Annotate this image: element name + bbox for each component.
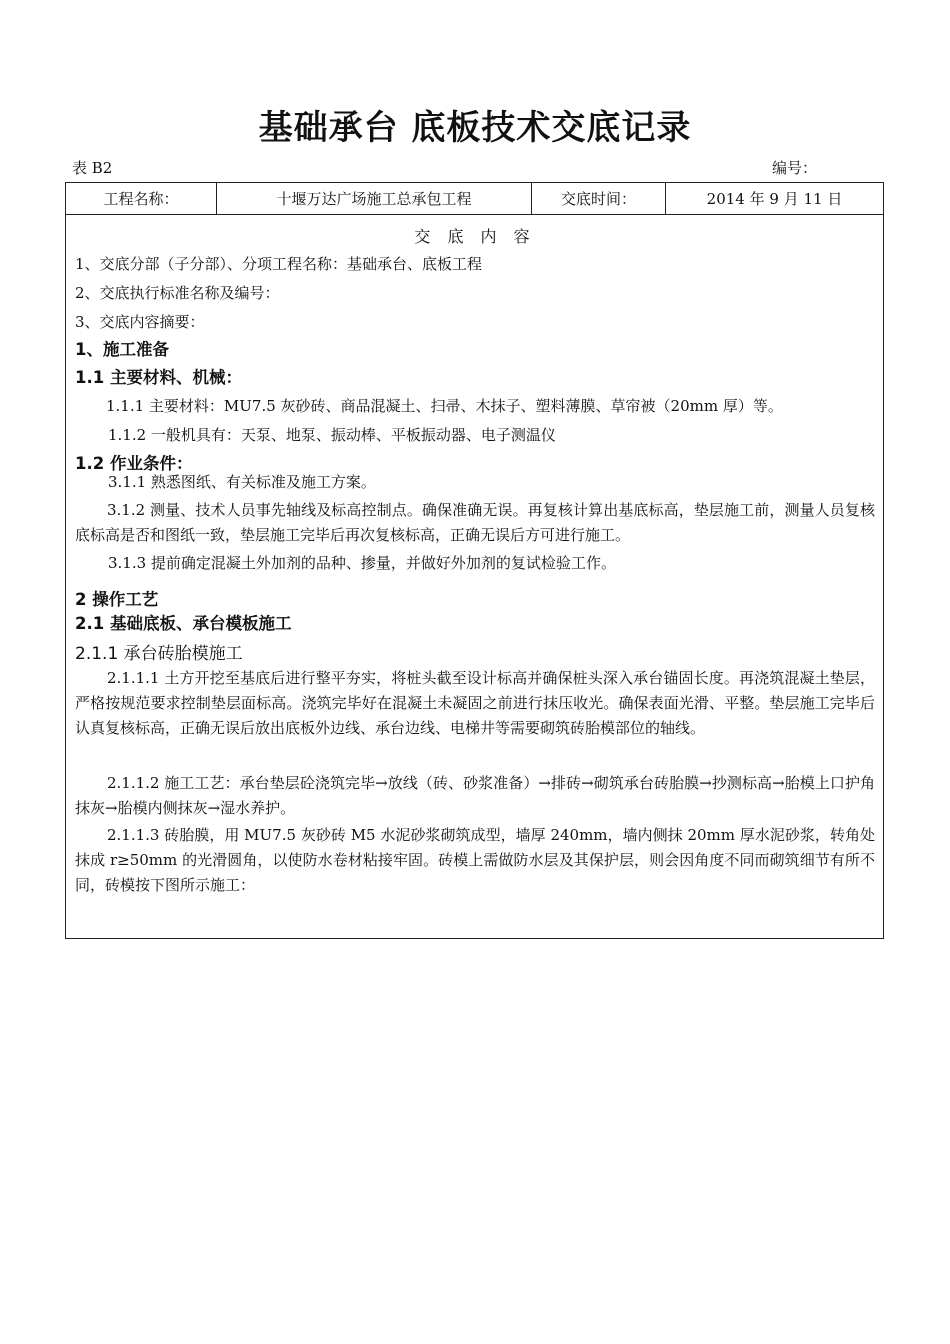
table-code: 表 B2 [72, 159, 113, 177]
para-2-1-1-1: 2.1.1.1 土方开挖至基底后进行整平夯实，将桩头截至设计标高并确保桩头深入承台锚固长度。再浇筑混凝土垫层，严格按规范要求控制垫层面标高。浇筑完毕好在混凝土未凝固之前进行抹压收光。确保表面光滑、平整。垫层施工完毕后认真复核标高，正确无误后放出底板外边线、承台边线、电梯井等需要砌筑砖胎模部位的轴线。 [75, 669, 875, 737]
number-label: 编号： [772, 159, 818, 177]
heading-2-1: 2.1 基础底板、承台模板施工 [75, 614, 292, 633]
project-label: 工程名称： [66, 183, 217, 214]
para-3-1-3: 3.1.3 提前确定混凝土外加剂的品种、掺量，并做好外加剂的复试检验工作。 [108, 554, 616, 572]
item-3: 3、交底内容摘要： [75, 313, 205, 331]
header-row [66, 183, 883, 215]
item-1: 1、交底分部（子分部）、分项工程名称：基础承台、底板工程 [75, 255, 483, 273]
para-1-1-2: 1.1.2 一般机具有：天泵、地泵、振动棒、平板振动器、电子测温仪 [108, 426, 556, 444]
heading-1-2: 1.2 作业条件： [75, 454, 193, 473]
section-title: 交 底 内 容 [414, 227, 536, 246]
date-value: 2014 年 9 月 11 日 [706, 190, 843, 208]
para-2-1-1-3: 2.1.1.3 砖胎膜，用 MU7.5 灰砂砖 M5 水泥砂浆砌筑成型，墙厚 240mm，墙内侧抹 20mm 厚水泥砂浆，转角处抹成 r≥50mm 的光滑圆角，以使防水卷材粘接牢固。砖模上需做防水层及其保护层，则会因角度不同而砌筑细节有所不同，砖模按下图所示施工： [75, 826, 875, 894]
item-2: 2、交底执行标准名称及编号： [75, 284, 280, 302]
record-table [65, 182, 884, 939]
para-3-1-2: 3.1.2 测量、技术人员事先轴线及标高控制点。确保准确无误。再复核计算出基底标高，垫层施工前，测量人员复核底标高是否和图纸一致，垫层施工完毕后再次复核标高，正确无误后方可进行施工。 [75, 501, 875, 544]
project-value: 十堰万达广场施工总承包工程 [217, 183, 532, 214]
para-2-1-1-2: 2.1.1.2 施工工艺：承台垫层砼浇筑完毕→放线（砖、砂浆准备）→排砖→砌筑承台砖胎膜→抄测标高→胎模上口护角抹灰→胎模内侧抹灰→湿水养护。 [75, 774, 875, 817]
heading-2: 2 操作工艺 [75, 590, 159, 609]
document-title: 基础承台 底板技术交底记录 [258, 108, 692, 148]
para-3-1-1: 3.1.1 熟悉图纸、有关标准及施工方案。 [108, 473, 376, 491]
heading-1-1: 1.1 主要材料、机械： [75, 368, 242, 387]
para-1-1-1: 1.1.1 主要材料：MU7.5 灰砂砖、商品混凝土、扫帚、木抹子、塑料薄膜、草帘被（20mm 厚）等。 [106, 397, 783, 415]
heading-1: 1、施工准备 [75, 340, 169, 359]
heading-2-1-1: 2.1.1 承台砖胎模施工 [75, 644, 243, 664]
date-label: 交底时间： [532, 183, 666, 214]
